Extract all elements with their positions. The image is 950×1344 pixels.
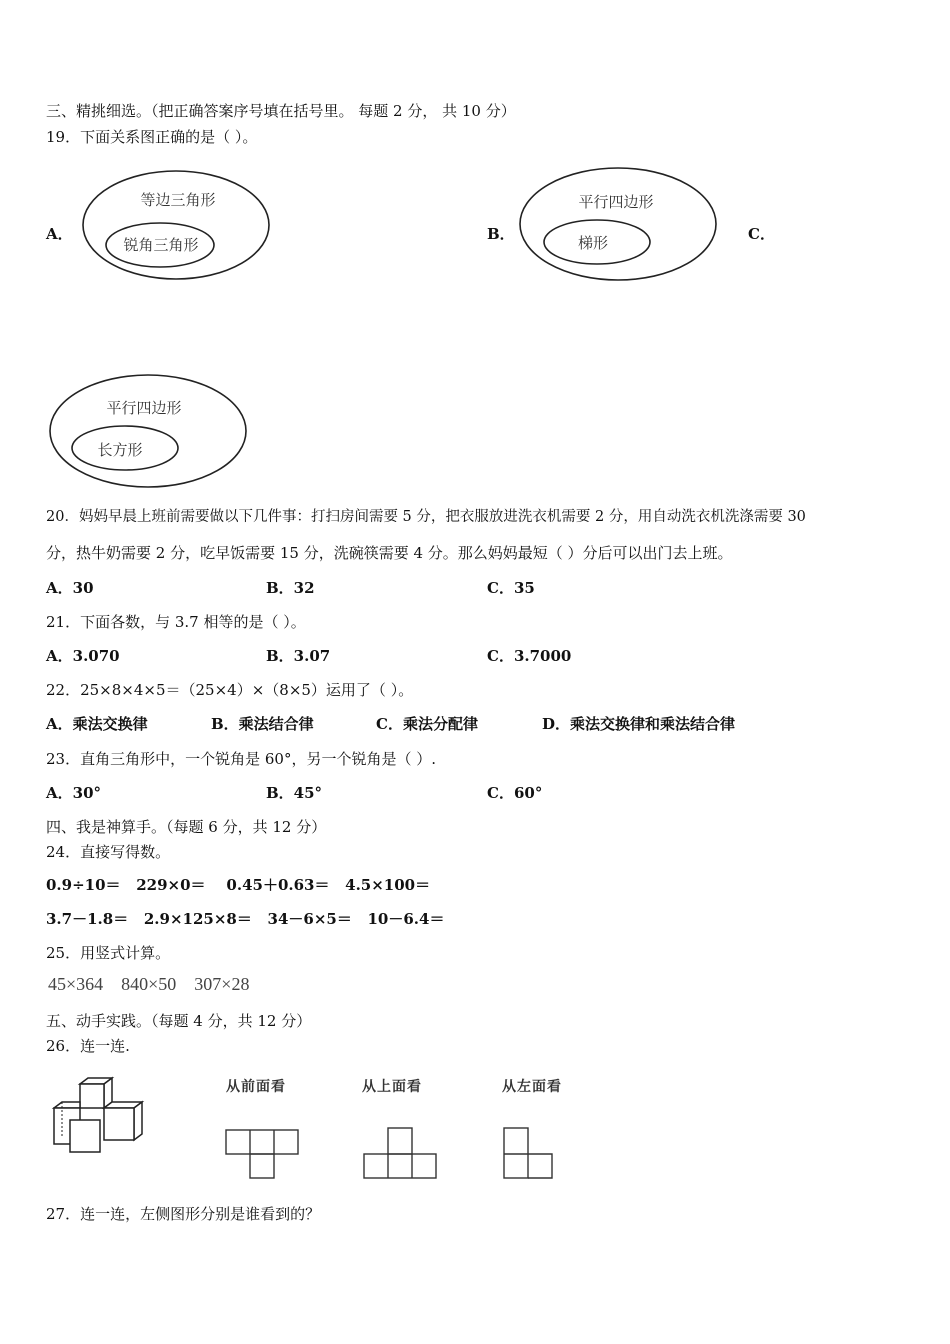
- q20-option-a[interactable]: A．30: [46, 579, 94, 597]
- section-5-title: 五、动手实践。（每题 4 分，共 12 分）: [46, 1012, 312, 1030]
- view-top-figure[interactable]: [362, 1124, 440, 1182]
- q26-stem: 26．连一连.: [46, 1037, 130, 1055]
- q19-option-a-label[interactable]: A．: [46, 225, 73, 243]
- q19-stem: 19．下面关系图正确的是（ ）。: [46, 128, 258, 146]
- section-4-title: 四、我是神算手。（每题 6 分，共 12 分）: [46, 818, 327, 836]
- q23-option-b[interactable]: B．45°: [266, 784, 323, 802]
- q19-b-inner-label: 梯形: [577, 234, 609, 252]
- q20-stem-line1: 20．妈妈早晨上班前需要做以下几件事：打扫房间需要 5 分，把衣服放进洗衣机需要 2 分，用自动洗衣机洗涤需要 30: [46, 509, 806, 525]
- view-front-figure[interactable]: [224, 1124, 300, 1182]
- q24-row-1: 0.9÷10＝ 229×0＝ 0.45＋0.63＝ 4.5×100＝: [46, 876, 431, 894]
- q25-items: 45×364 840×50 307×28: [48, 974, 250, 994]
- q21-option-b[interactable]: B．3.07: [266, 647, 331, 665]
- q22-stem: 22．25×8×4×5＝（25×4）×（8×5）运用了（ ）。: [46, 681, 414, 699]
- q19-a-inner-label: 锐角三角形: [123, 236, 199, 254]
- q19-diagram-b: [518, 166, 720, 284]
- q22-option-b[interactable]: B．乘法结合律: [211, 715, 314, 733]
- q19-b-outer-label: 平行四边形: [578, 193, 654, 211]
- q20-stem-line2: 分，热牛奶需要 2 分，吃早饭需要 15 分，洗碗筷需要 4 分。那么妈妈最短（ ）分后可以出门去上班。: [46, 544, 733, 562]
- q20-option-c[interactable]: C．35: [487, 579, 535, 597]
- q21-option-c[interactable]: C．3.7000: [487, 647, 572, 665]
- q20-option-b[interactable]: B．32: [266, 579, 315, 597]
- q27-stem: 27．连一连，左侧图形分别是谁看到的？: [46, 1205, 321, 1223]
- q22-option-a[interactable]: A．乘法交换律: [46, 715, 148, 733]
- q22-option-d[interactable]: D．乘法交换律和乘法结合律: [542, 715, 736, 733]
- q26-block-figure: [50, 1076, 150, 1158]
- q24-stem: 24．直接写得数。: [46, 843, 171, 861]
- q19-c-outer-label: 平行四边形: [106, 399, 182, 417]
- view-left-label: 从左面看: [502, 1079, 562, 1095]
- q19-option-b-label[interactable]: B．: [487, 225, 515, 243]
- q23-option-a[interactable]: A．30°: [46, 784, 102, 802]
- q19-a-outer-label: 等边三角形: [140, 191, 216, 209]
- view-left-figure[interactable]: [502, 1124, 556, 1182]
- q19-diagram-c: [48, 373, 250, 491]
- q19-c-inner-label: 长方形: [97, 441, 143, 459]
- q22-option-c[interactable]: C．乘法分配律: [376, 715, 478, 733]
- q21-option-a[interactable]: A．3.070: [46, 647, 120, 665]
- q19-diagram-a: [80, 168, 274, 284]
- section-3-title: 三、精挑细选。（把正确答案序号填在括号里。 每题 2 分， 共 10 分）: [46, 102, 516, 120]
- q21-stem: 21．下面各数，与 3.7 相等的是（ ）。: [46, 613, 306, 631]
- q25-stem: 25．用竖式计算。: [46, 944, 171, 962]
- q19-option-c-label[interactable]: C．: [748, 225, 775, 243]
- view-top-label: 从上面看: [362, 1079, 422, 1095]
- q24-row-2: 3.7－1.8＝ 2.9×125×8＝ 34－6×5＝ 10－6.4＝: [46, 910, 445, 928]
- q23-option-c[interactable]: C．60°: [487, 784, 543, 802]
- q23-stem: 23．直角三角形中，一个锐角是 60°，另一个锐角是（ ）.: [46, 750, 436, 768]
- view-front-label: 从前面看: [226, 1079, 286, 1095]
